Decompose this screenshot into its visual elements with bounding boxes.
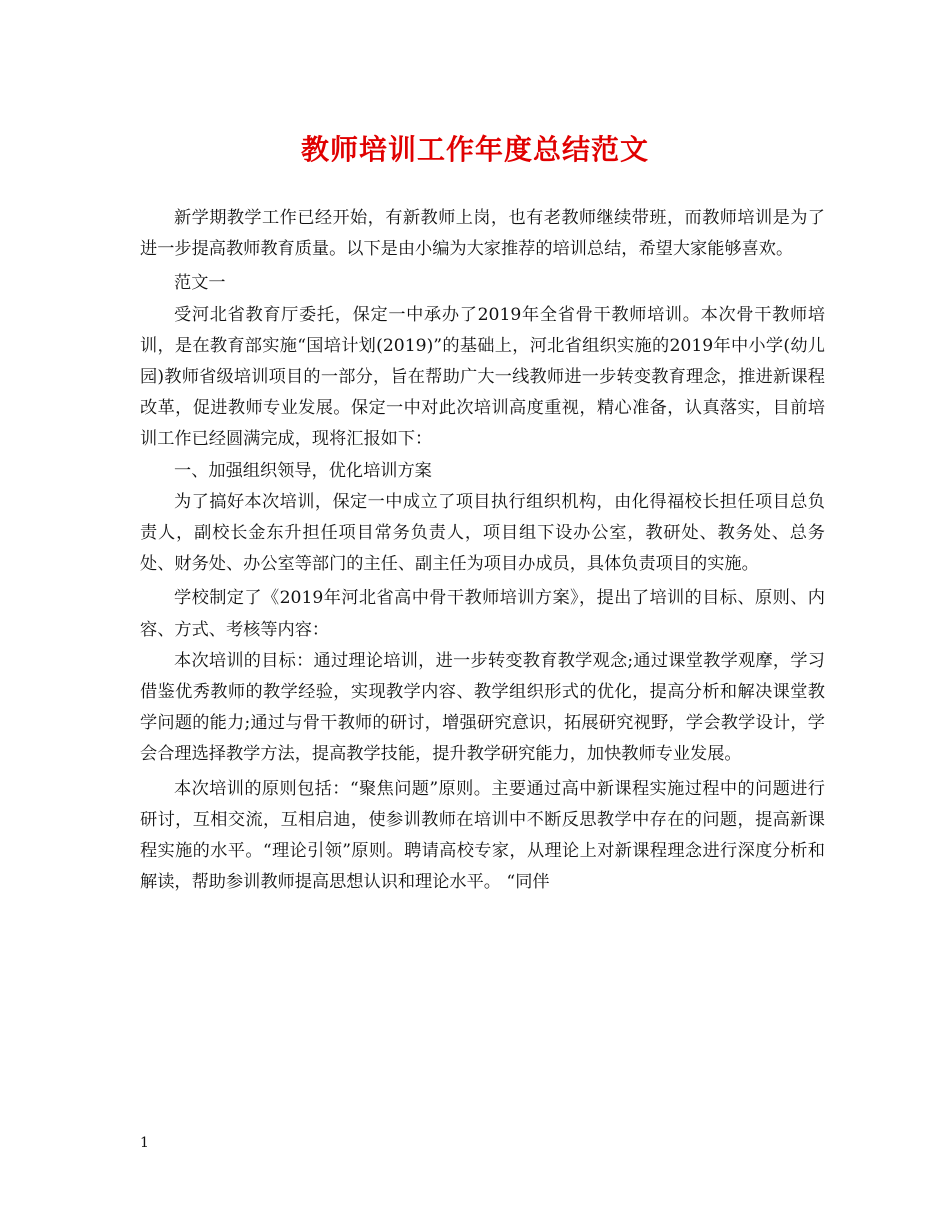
paragraph-background: 受河北省教育厅委托，保定一中承办了2019年全省骨干教师培训。本次骨干教师培训，是在教育部实施“国培计划(2019)”的基础上，河北省组织实施的2019年中小学(幼儿园)教师省级培训项目的一部分，旨在帮助广大一线教师进一步转变教育理念，推进新课程改革，促进教师专业发展。保定一中对此次培训高度重视，精心准备，认真落实，目前培训工作已经圆满完成，现将汇报如下：: [140, 304, 825, 450]
paragraph-goals: 本次培训的目标：通过理论培训，进一步转变教育教学观念;通过课堂教学观摩，学习借鉴优秀教师的教学经验，实现教学内容、教学组织形式的优化，提高分析和解决课堂教学问题的能力;通过与骨干教师的研讨，增强研究意识，拓展研究视野，学会教学设计，学会合理选择教学方法，提高教学技能，提升教学研究能力，加快教师专业发展。: [140, 650, 825, 765]
paragraph-principles: 本次培训的原则包括：“聚焦问题”原则。主要通过高中新课程实施过程中的问题进行研讨，互相交流，互相启迪，使参训教师在培训中不断反思教学中存在的问题，提高新课程实施的水平。“理论引领”原则。聘请高校专家，从理论上对新课程理念进行深度分析和解读，帮助参训教师提高思想认识和理论水平。 “同伴: [140, 778, 825, 893]
document-body: [140, 203, 825, 898]
paragraph-organization: 为了搞好本次培训，保定一中成立了项目执行组织机构，由化得福校长担任项目总负责人，副校长金东升担任项目常务负责人，项目组下设办公室，教研处、教务处、总务处、财务处、办公室等部门的主任、副主任为项目办成员，具体负责项目的实施。: [140, 491, 825, 575]
page-number: 1: [140, 1135, 149, 1151]
paragraph-plan: 学校制定了《2019年河北省高中骨干教师培训方案》，提出了培训的目标、原则、内容、方式、考核等内容：: [140, 588, 825, 640]
section-heading-organization: 一、加强组织领导，优化培训方案: [174, 460, 432, 481]
document-title: 教师培训工作年度总结范文: [300, 133, 649, 166]
paragraph-intro: 新学期教学工作已经开始，有新教师上岗，也有老教师继续带班，而教师培训是为了进一步提高教师教育质量。以下是由小编为大家推荐的培训总结，希望大家能够喜欢。: [140, 208, 825, 260]
paragraph-sample-heading: 范文一: [174, 273, 226, 294]
